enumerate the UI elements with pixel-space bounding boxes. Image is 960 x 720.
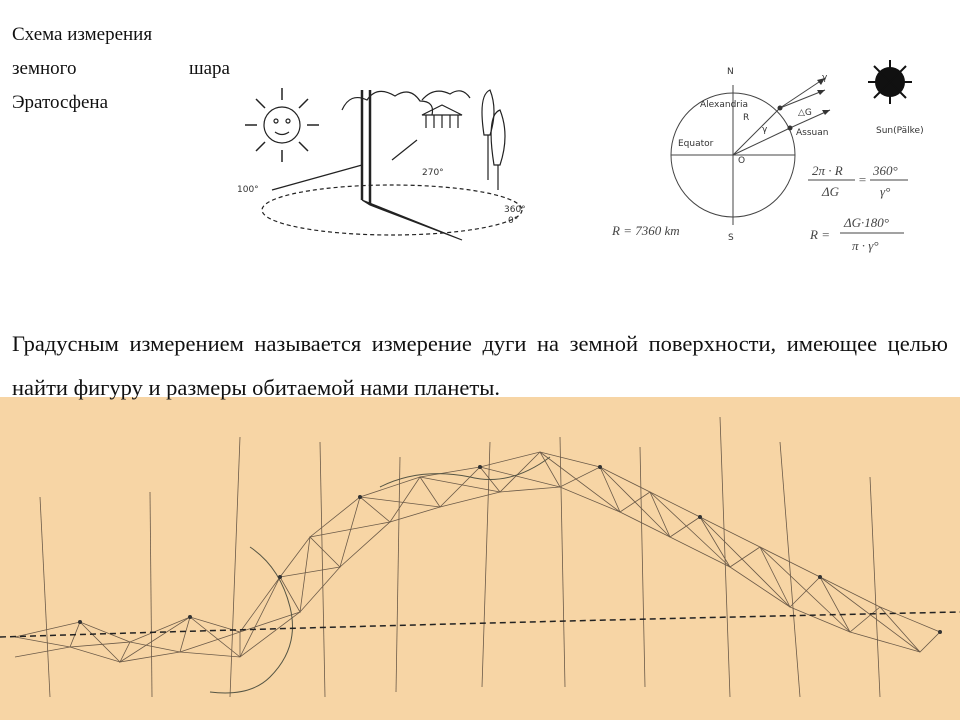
caption xyxy=(12,18,230,120)
south-label: S xyxy=(728,233,734,243)
origin-label: O xyxy=(738,156,746,166)
angle-right-label: 360° xyxy=(504,205,526,215)
eratosthenes-sketch xyxy=(232,80,532,255)
sun-icon xyxy=(868,60,912,104)
sun-icon xyxy=(264,107,300,143)
delta-g-label: △G xyxy=(798,108,812,118)
definition-paragraph: Градусным измерением называется измерение дуги на земной поверхности, имеющее целью найти фигуру и размеры обитаемой нами планеты. xyxy=(12,331,948,400)
sun-label: Sun(Pälke) xyxy=(876,126,924,136)
formula2-numerator: ΔG·180° xyxy=(844,215,889,230)
measurement-diagram xyxy=(600,60,930,260)
caption-line-1: Схема измерения xyxy=(12,24,153,45)
formula1-denominator-right: γ° xyxy=(880,184,891,199)
radius-letter: R xyxy=(743,113,750,123)
gamma-mid-label: γ xyxy=(762,125,768,135)
formula1-numerator-left: 2π · R xyxy=(812,163,843,178)
north-label: N xyxy=(727,67,734,77)
equator-label: Equator xyxy=(678,139,714,149)
radius-value: R = 7360 km xyxy=(612,223,680,238)
caption-line-3: Эратосфена xyxy=(12,92,109,113)
angle-mid-label: 270° xyxy=(422,168,444,178)
svg-text:=: = xyxy=(858,172,867,187)
formula2-denominator: π · γ° xyxy=(852,238,879,253)
formula2-lhs: R = xyxy=(810,227,830,242)
triangulation-map xyxy=(0,397,960,720)
formula1-numerator-right: 360° xyxy=(873,163,898,178)
angle-left-label: 100° xyxy=(237,185,259,195)
formula1-denominator-left: ΔG xyxy=(822,184,840,199)
triangulation-map-drawing xyxy=(0,397,960,720)
caption-line-2: земного шара xyxy=(12,58,230,79)
angle-zero-label: 0° xyxy=(508,216,519,226)
gamma-top-label: γ xyxy=(822,73,828,83)
alexandria-label: Alexandria xyxy=(700,100,749,110)
assuan-label: Assuan xyxy=(796,128,829,138)
